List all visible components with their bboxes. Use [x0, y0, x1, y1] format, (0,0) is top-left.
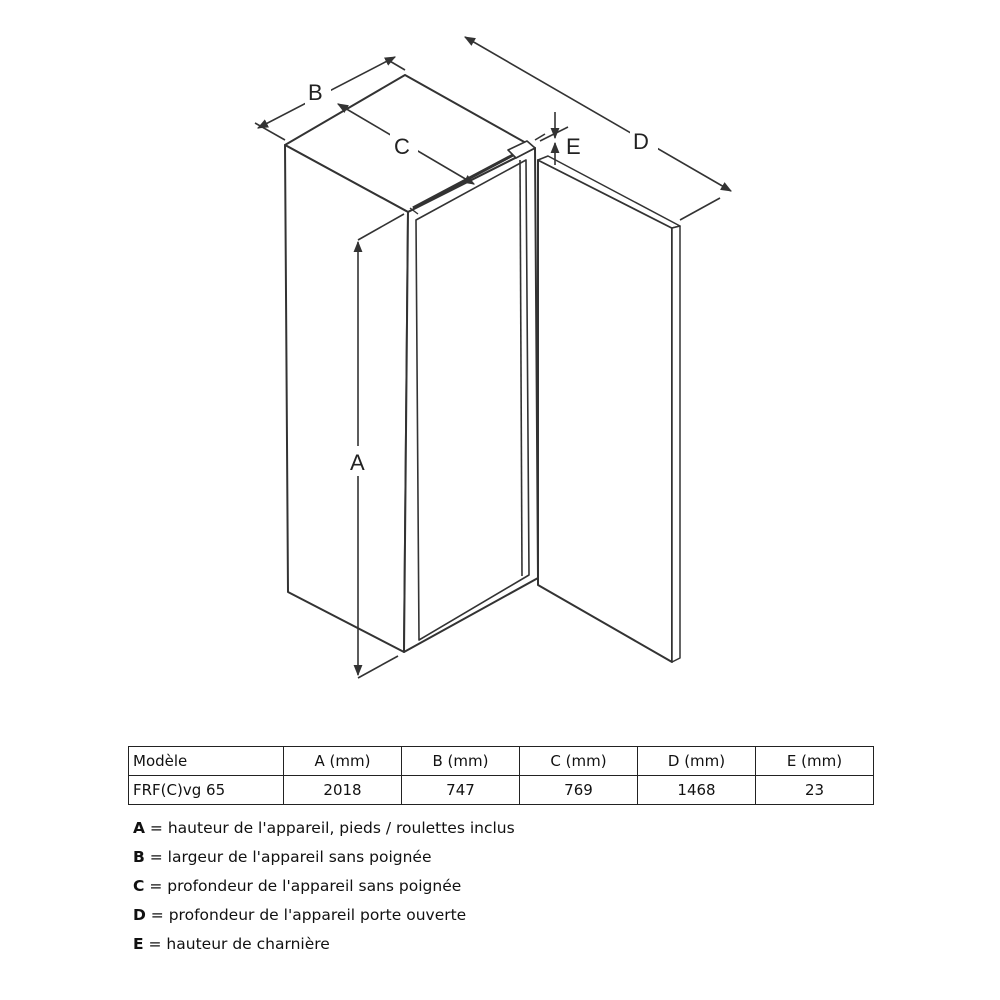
legend-item [133, 872, 515, 901]
legend-item [133, 901, 515, 930]
table-cell: 1468 [638, 776, 756, 805]
legend-key: C [133, 877, 145, 895]
legend-item [133, 843, 515, 872]
legend-text: = hauteur de charnière [143, 935, 330, 953]
dimension-legend [133, 814, 515, 959]
dim-label-b: B [308, 80, 323, 105]
legend-text: = largeur de l'appareil sans poignée [144, 848, 432, 866]
appliance-side-face [285, 145, 408, 652]
table-header-cell: B (mm) [402, 747, 520, 776]
legend-key: E [133, 935, 144, 953]
dimensions-table [128, 746, 874, 805]
open-door-panel [538, 156, 680, 662]
legend-text: = hauteur de l'appareil, pieds / roulettes inclus [145, 819, 515, 837]
appliance-door [416, 160, 529, 640]
table-header-cell: A (mm) [284, 747, 402, 776]
legend-key: D [133, 906, 146, 924]
table-row [129, 776, 874, 805]
legend-key: A [133, 819, 145, 837]
dim-label-e: E [566, 134, 581, 159]
table-cell: 2018 [284, 776, 402, 805]
table-header-cell: C (mm) [520, 747, 638, 776]
dim-label-d: D [633, 129, 649, 154]
table-cell: 747 [402, 776, 520, 805]
legend-item [133, 814, 515, 843]
legend-text: = profondeur de l'appareil sans poignée [144, 877, 462, 895]
table-header-cell: Modèle [129, 747, 284, 776]
dim-label-c: C [394, 134, 410, 159]
table-cell: 23 [756, 776, 874, 805]
table-header-cell: D (mm) [638, 747, 756, 776]
dim-label-a: A [350, 450, 365, 475]
table-header-cell: E (mm) [756, 747, 874, 776]
table-header-row [129, 747, 874, 776]
legend-item [133, 930, 515, 959]
table-cell-model: FRF(C)vg 65 [129, 776, 284, 805]
appliance-body [285, 75, 538, 652]
legend-key: B [133, 848, 145, 866]
legend-text: = profondeur de l'appareil porte ouverte [145, 906, 467, 924]
table-cell: 769 [520, 776, 638, 805]
